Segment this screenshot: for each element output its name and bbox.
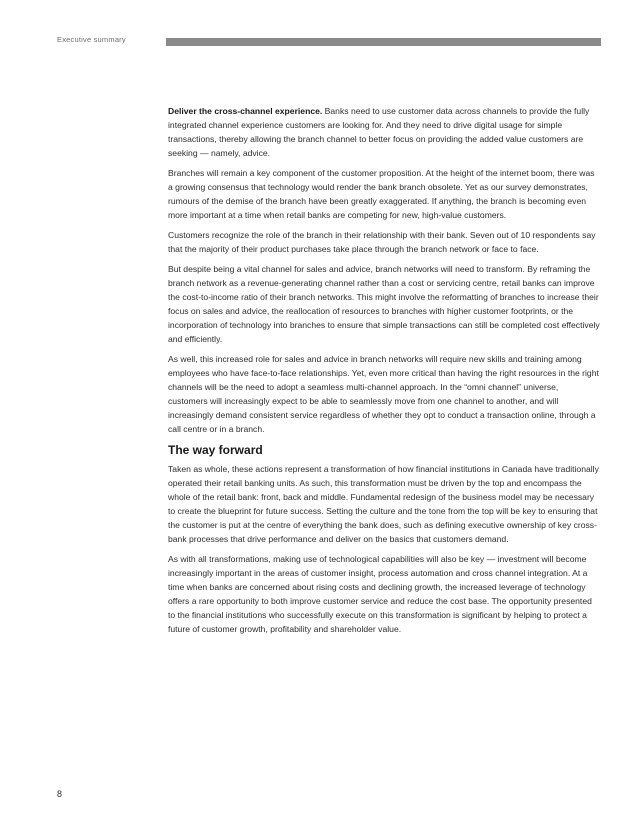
- body-text: [168, 104, 600, 642]
- paragraph-lead: Deliver the cross-channel experience.: [168, 106, 323, 116]
- paragraph: Customers recognize the role of the branch in their relationship with their bank. Seven out of 10 respondents say that the majority of their product purchases take place through the branch network or face to face.: [168, 230, 596, 254]
- paragraph: [168, 104, 600, 160]
- section-heading: The way forward: [168, 443, 263, 457]
- paragraph: As well, this increased role for sales and advice in branch networks will require new skills and training among employees who have face-to-face relationships. Yet, even more critical than having the right resources in the right channels will be the need to adopt a seamless multi-channel approach. In the “omni channel” universe, customers will increasingly expect to be able to seamlessly move from one channel to another, and will increasingly demand consistent service regardless of whether they opt to conduct a transaction online, through a call centre or in a branch.: [168, 354, 599, 434]
- page-number: 8: [57, 789, 63, 799]
- paragraph: Branches will remain a key component of the customer proposition. At the height of the internet boom, there was a growing consensus that technology would render the bank branch obsolete. Yet as our survey demonstrates, rumours of the demise of the branch have been greatly exaggerated. If anything, the branch is becoming even more important at a time when retail banks are competing for new, high-value customers.: [168, 168, 595, 220]
- paragraph-text: Banks need to use customer data across channels to provide the fully integrated channel experience customers are looking for. And they need to drive digital usage for simple transactions, thereby allowing the branch channel to better focus on providing the added value customers are seeking — namely, advice.: [168, 106, 590, 158]
- header-bar: [166, 38, 601, 46]
- section-label: Executive summary: [57, 35, 126, 44]
- paragraph: But despite being a vital channel for sales and advice, branch networks will need to transform. By reframing the branch network as a revenue-generating channel rather than a cost or servicing centre, retail banks can improve the cost-to-income ratio of their branch networks. This might involve the reformatting of branches to increase their focus on sales and advice, the reallocation of resources to branches with higher customer footprints, or the incorporation of technology into branches to ensure that simple transactions can still be completed cost effectively and efficiently.: [168, 264, 600, 344]
- paragraph: As with all transformations, making use of technological capabilities will also be key — investment will become increasingly important in the areas of customer insight, process automation and cross channel integration. At a time when banks are concerned about rising costs and declining growth, the increased leverage of technology offers a rare opportunity to both improve customer service and reduce the cost base. The opportunity presented to the financial institutions who successfully execute on this transformation is significant by helping to protect a future of customer growth, profitability and shareholder value.: [168, 554, 592, 634]
- paragraph: Taken as whole, these actions represent a transformation of how financial institutions in Canada have traditionally operated their retail banking units. As such, this transformation must be driven by the top and encompass the whole of the retail bank: front, back and middle. Fundamental redesign of the business model may be necessary to create the blueprint for future success. Setting the culture and the tone from the top will be key to ensuring that the customer is put at the centre of everything the bank does, such as defining executive ownership of key cross-bank processes that drive performance and deliver on the basics that customers demand.: [168, 464, 599, 544]
